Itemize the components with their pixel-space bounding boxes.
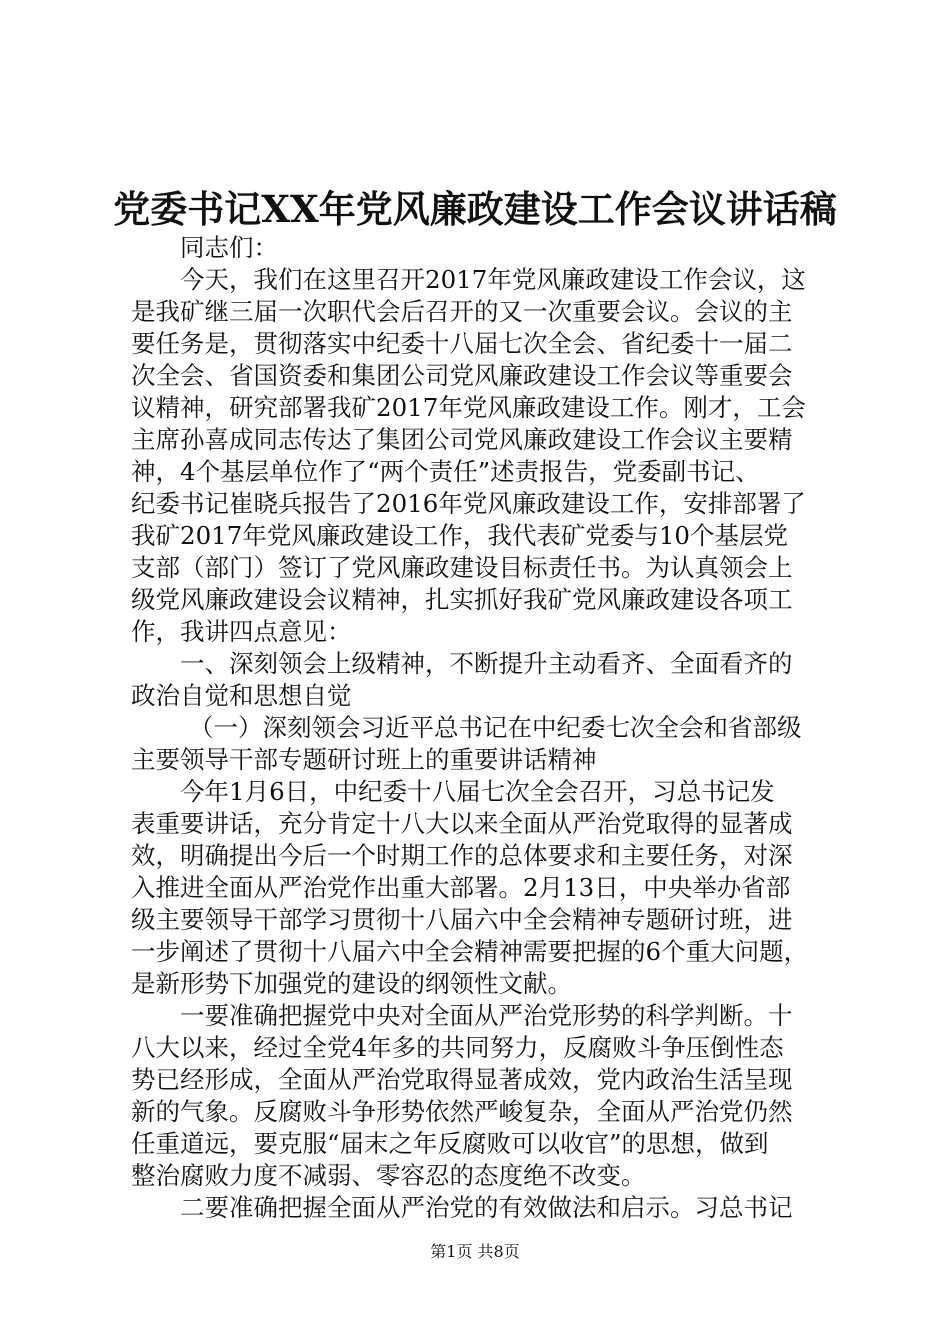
document-body [131,232,841,1224]
body-line: 效，明确提出今后一个时期工作的总体要求和主要任务，对深 [131,841,793,870]
body-line: 新的气象。反腐败斗争形势依然严峻复杂，全面从严治党仍然 [131,1097,793,1126]
body-line: 级党风廉政建设会议精神，扎实抓好我矿党风廉政建设各项工 [131,585,793,614]
body-line: 主要领导干部专题研讨班上的重要讲话精神 [131,745,597,774]
body-line: 要任务是，贯彻落实中纪委十八届七次全会、省纪委十一届二 [131,329,793,358]
body-line: 政治自觉和思想自觉 [131,681,352,710]
body-line: 二要准确把握全面从严治党的有效做法和启示。习总书记 [180,1193,793,1222]
body-line: 支部（部门）签订了党风廉政建设目标责任书。为认真领会上 [131,553,793,582]
body-line: 主席孙喜成同志传达了集团公司党风廉政建设工作会议主要精 [131,425,793,454]
body-line: 一、深刻领会上级精神，不断提升主动看齐、全面看齐的 [180,649,793,678]
body-line: 级主要领导干部学习贯彻十八届六中全会精神专题研讨班，进 [131,905,793,934]
body-line: 作，我讲四点意见： [131,617,352,646]
body-line: 一步阐述了贯彻十八届六中全会精神需要把握的6个重大问题， [131,937,809,966]
body-line: 今年1月6日，中纪委十八届七次全会召开，习总书记发 [180,777,775,806]
body-line: 入推进全面从严治党作出重大部署。2月13日，中央举办省部 [131,873,791,902]
body-line: 纪委书记崔晓兵报告了2016年党风廉政建设工作，安排部署了 [131,489,806,518]
body-line: 是我矿继三届一次职代会后召开的又一次重要会议。会议的主 [131,297,793,326]
page-footer: 第1页 共8页 [430,1242,520,1261]
body-line: （一）深刻领会习近平总书记在中纪委七次全会和省部级 [189,713,802,742]
body-line: 表重要讲话，充分肯定十八大以来全面从严治党取得的显著成 [131,809,793,838]
body-line: 势已经形成，全面从严治党取得显著成效，党内政治生活呈现 [131,1065,793,1094]
body-line: 整治腐败力度不减弱、零容忍的态度绝不改变。 [131,1161,646,1190]
body-line: 八大以来，经过全党4年多的共同努力，反腐败斗争压倒性态 [131,1033,784,1062]
body-line: 我矿2017年党风廉政建设工作，我代表矿党委与10个基层党 [131,521,789,550]
body-line: 神，4个基层单位作了“两个责任”述责报告，党委副书记、 [131,457,760,486]
body-line: 同志们： [180,233,278,262]
body-line: 一要准确把握党中央对全面从严治党形势的科学判断。十 [180,1001,793,1030]
body-line: 次全会、省国资委和集团公司党风廉政建设工作会议等重要会 [131,361,793,390]
body-line: 今天，我们在这里召开2017年党风廉政建设工作会议，这 [180,265,806,294]
body-line: 任重道远，要克服“届末之年反腐败可以收官”的思想，做到 [131,1129,769,1158]
body-line: 是新形势下加强党的建设的纲领性文献。 [131,969,572,998]
document-title: 党委书记XX年党风廉政建设工作会议讲话稿 [113,187,837,231]
body-line: 议精神，研究部署我矿2017年党风廉政建设工作。刚才，工会 [131,393,806,422]
